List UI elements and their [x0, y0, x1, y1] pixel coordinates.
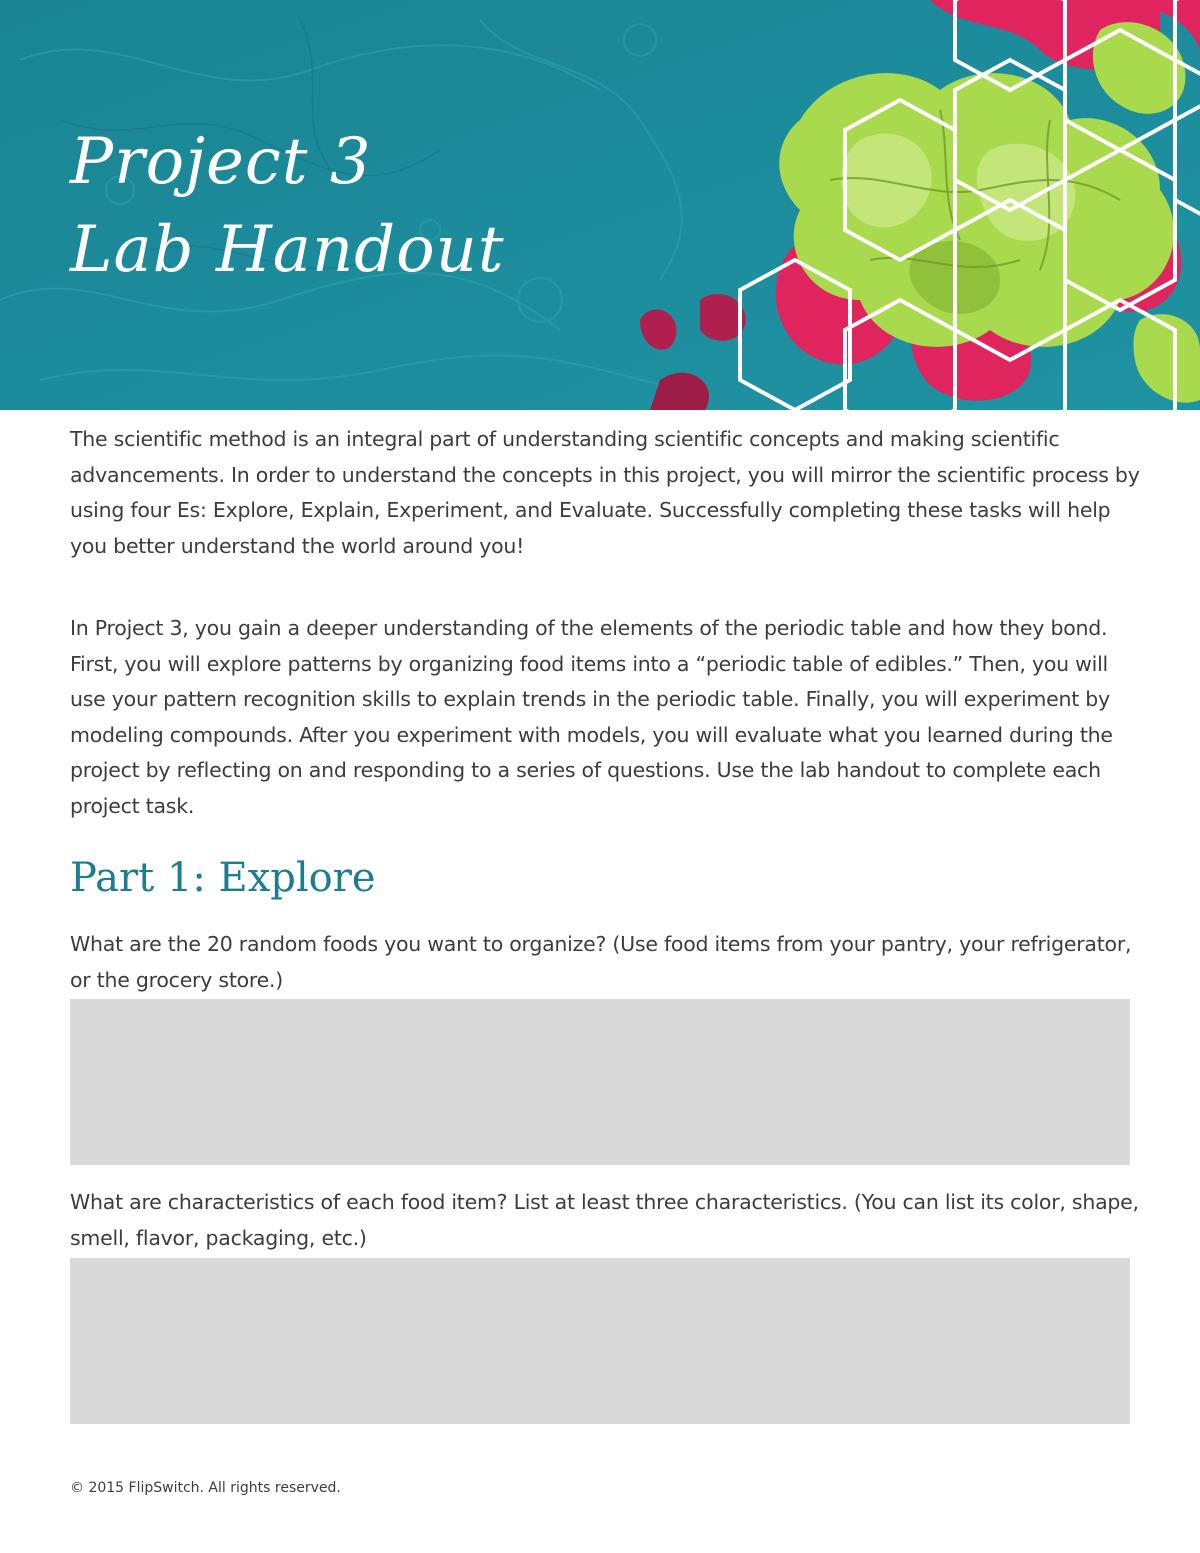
part-1-heading: Part 1: Explore [70, 855, 376, 901]
question-1: What are the 20 random foods you want to organize? (Use food items from your pantry, your refrigerator, or the grocery store.) [70, 932, 1132, 992]
title-line-1: Project 3 [70, 125, 372, 199]
title-line-2: Lab Handout [70, 213, 505, 287]
page-title [70, 118, 505, 294]
header-banner [0, 0, 1200, 410]
copyright-footer: © 2015 FlipSwitch. All rights reserved. [70, 1480, 341, 1496]
answer-box-2[interactable] [70, 1258, 1130, 1424]
answer-box-1[interactable] [70, 999, 1130, 1165]
intro-section [70, 422, 1140, 824]
intro-paragraph-2: In Project 3, you gain a deeper understanding of the elements of the periodic table and how they bond. First, you will explore patterns by organizing food items into a “periodic table of edibles.” Then, you will use your pattern recognition skills to explain trends in the periodic table. Finally, you will experiment by modeling compounds. After you experiment with models, you will evaluate what you learned during the project by reflecting on and responding to a series of questions. Use the lab handout to complete each project task. [70, 616, 1113, 818]
question-2: What are characteristics of each food item? List at least three characteristics. (You can list its color, shape, smell, flavor, packaging, etc.) [70, 1190, 1139, 1250]
intro-paragraph-1: The scientific method is an integral part of understanding scientific concepts and making scientific advancements. In order to understand the concepts in this project, you will mirror the scientific process by using four Es: Explore, Explain, Experiment, and Evaluate. Successfully completing these tasks will help you better understand the world around you! [70, 427, 1140, 558]
